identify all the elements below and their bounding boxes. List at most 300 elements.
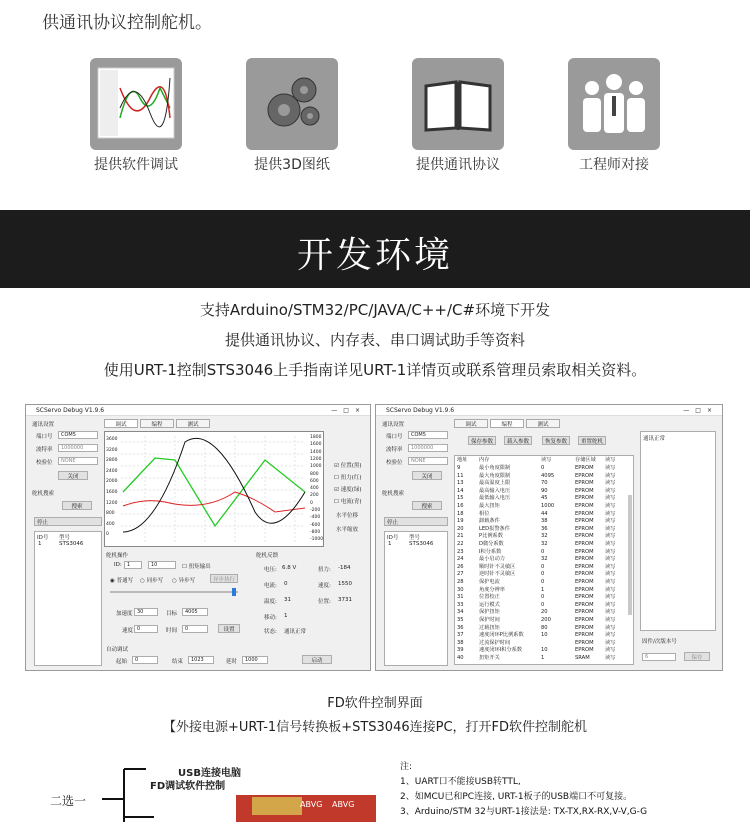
book-tile [412, 58, 504, 150]
memory-cell: 20 [457, 525, 464, 532]
pin-label-a: ABVG [300, 800, 323, 809]
pos-label: 位置: [318, 599, 331, 605]
memory-cell: 过载扭矩 [479, 624, 500, 631]
memory-table-row[interactable] [455, 549, 631, 555]
model-col-header: 型号 [409, 535, 421, 541]
gears-tile [246, 58, 338, 150]
position-slider-thumb[interactable] [232, 588, 236, 596]
memory-cell: 过流保护时间 [479, 639, 511, 646]
plot-y-tick-left: 2400 [106, 468, 118, 474]
check-label: 校验位 [36, 460, 53, 466]
servo-plot [104, 431, 324, 547]
window-title-bar [26, 405, 370, 416]
plot-y-tick-right: 1600 [310, 442, 322, 448]
memory-cell: 33 [457, 601, 464, 608]
memory-cell: 38 [541, 518, 548, 525]
speed-label: 速度 [122, 628, 134, 634]
pos-value: 3731 [338, 597, 352, 603]
id-label: ID: [114, 562, 122, 568]
plot-y-tick-right: 600 [310, 478, 319, 484]
memory-cell: 1 [541, 586, 545, 593]
reset-servo-button[interactable]: 重置舵机 [578, 436, 606, 445]
memory-cell: EPROM [575, 594, 594, 601]
memory-table-row[interactable] [455, 587, 631, 593]
caption-description: 【外接电源+URT-1信号转换板+STS3046连接PC，打开FD软件控制舵机 [162, 720, 588, 735]
memory-cell: 读写 [605, 556, 616, 563]
memory-table-row[interactable] [455, 503, 631, 509]
plot-y-tick-right: 800 [310, 471, 319, 477]
memory-cell: 10 [541, 632, 548, 639]
plot-y-tick-left: 0 [106, 532, 109, 538]
delay-label: 延时 [226, 659, 238, 665]
memory-table-row[interactable] [455, 571, 631, 577]
memory-cell: 44 [541, 510, 548, 517]
time-label: 时间 [166, 628, 178, 634]
torque-fb-label: 扭力: [318, 567, 331, 573]
status-label: 状态: [264, 629, 277, 635]
baud-select[interactable]: 1000000 [58, 444, 98, 452]
memory-table-row[interactable] [455, 541, 631, 547]
time-input[interactable]: 0 [182, 625, 208, 633]
start-label: 起始 [116, 659, 128, 665]
memory-cell: 0 [541, 465, 545, 471]
gears-icon [246, 58, 338, 150]
restore-params-button[interactable]: 恢复参数 [542, 436, 570, 445]
plot-y-tick-left: 3200 [106, 447, 118, 453]
memory-table-row[interactable] [455, 594, 631, 600]
servo-row-model[interactable]: STS3046 [59, 541, 84, 547]
memory-cell: 读写 [605, 510, 616, 517]
notes-block [400, 760, 647, 820]
memory-cell: EPROM [575, 624, 594, 631]
target-input[interactable]: 4005 [182, 608, 208, 616]
port-select[interactable]: COM5 [408, 431, 448, 439]
comm-settings-label: 通讯设置 [32, 422, 55, 428]
firmware-label: 固件/次版本号 [642, 639, 677, 645]
plot-y-tick-left: 400 [106, 521, 115, 527]
memory-cell: 速度闭环P比例系数 [479, 632, 524, 639]
close-port-button[interactable]: 关闭 [58, 471, 88, 480]
memory-cell: 16 [457, 503, 464, 509]
memory-cell: EPROM [575, 556, 594, 563]
memory-cell: 90 [541, 487, 548, 494]
move-label: 移动: [264, 615, 277, 621]
search-group-label: 舵机搜索 [382, 491, 405, 497]
pin-label-b: ABVG [332, 800, 355, 809]
mode-sync-label: 同步写 [146, 578, 164, 584]
memory-cell: 13 [457, 480, 464, 487]
close-port-button[interactable]: 关闭 [412, 471, 442, 480]
servo-row-id[interactable]: 1 [388, 541, 392, 547]
memory-cell: 保护时间 [479, 617, 500, 623]
memory-cell: 20 [541, 609, 548, 616]
plot-y-tick-left: 2000 [106, 479, 118, 485]
feature-label-software: 提供软件调试 [94, 157, 178, 173]
id-from-input[interactable]: 1 [124, 561, 142, 569]
memory-cell: 卸载条件 [479, 518, 500, 525]
book-icon [412, 58, 504, 150]
memory-cell: 最小角度限制 [479, 465, 511, 471]
servo-row-model[interactable]: STS3046 [409, 541, 434, 547]
horiz-move-label[interactable]: 水平位移 [336, 513, 359, 519]
memory-cell: EPROM [575, 617, 594, 623]
memory-cell: 最高输入电压 [479, 487, 511, 494]
memory-table-row[interactable] [455, 518, 631, 524]
plot-y-tick-right: -200 [310, 508, 321, 513]
memory-cell: 最大角度限制 [479, 472, 511, 479]
window-controls[interactable]: —□× [683, 407, 718, 414]
memory-table-row[interactable] [455, 579, 631, 585]
stop-button[interactable]: 停止 [34, 517, 102, 526]
memory-cell: 读写 [605, 503, 616, 509]
memory-cell: 读写 [605, 518, 616, 525]
plot-y-tick-left: 800 [106, 511, 115, 517]
memory-header-cell: 内存 [479, 457, 490, 463]
memory-cell: 15 [457, 495, 464, 502]
memory-table-row[interactable] [455, 647, 631, 653]
search-button[interactable]: 搜索 [412, 501, 442, 510]
target-label: 目标 [166, 611, 178, 617]
memory-cell: 位置校正 [479, 594, 500, 601]
memory-cell: P比例系数 [479, 533, 503, 540]
memory-cell: EPROM [575, 510, 594, 517]
memory-cell: 运行模式 [479, 601, 500, 608]
memory-cell: EPROM [575, 609, 594, 616]
memory-cell: 0 [541, 579, 545, 585]
search-button[interactable]: 搜索 [62, 501, 92, 510]
current-label: 电流: [264, 583, 277, 589]
memory-table-row[interactable] [455, 602, 631, 608]
memory-cell: I积分系数 [479, 548, 502, 555]
notes-heading: 注: [400, 762, 413, 772]
accel-input[interactable]: 30 [134, 608, 158, 616]
memory-cell: 14 [457, 487, 464, 494]
legend-speed-label: 速度(绿) [340, 487, 362, 493]
memory-cell: 24 [457, 556, 464, 563]
memory-cell: 读写 [605, 563, 616, 570]
memory-cell: 相位 [479, 510, 490, 517]
move-value: 1 [284, 613, 288, 619]
servo-op-label: 舵机操作 [106, 553, 129, 559]
paragraph-1: 支持Arduino/STM32/PC/JAVA/C++/C#环境下开发 [199, 301, 551, 319]
memory-cell: 读写 [605, 533, 616, 540]
servo-list[interactable] [34, 531, 102, 666]
memory-cell: 最大扭矩 [479, 503, 500, 509]
start-input[interactable]: 0 [132, 656, 158, 664]
memory-table-row[interactable] [455, 617, 631, 623]
note-1: 1、UART口不能接USB转TTL, [400, 777, 521, 787]
memory-cell: 读写 [605, 609, 616, 616]
memory-cell: 0 [541, 601, 545, 608]
memory-cell: 37 [457, 632, 464, 639]
memory-cell: EPROM [575, 533, 594, 540]
memory-cell: 读写 [605, 586, 616, 593]
memory-cell: 读写 [605, 647, 616, 654]
memory-cell: 200 [541, 617, 551, 623]
plot-y-tick-right: 1400 [310, 449, 322, 455]
memory-cell: 21 [457, 533, 464, 540]
memory-cell: 40 [457, 655, 464, 661]
memory-cell: 26 [457, 563, 464, 570]
note-2: 2、如MCU已和PC连接, URT-1板子的USB端口不可复接。 [400, 792, 633, 802]
auto-debug-label: 自动调试 [106, 647, 129, 653]
memory-cell: 0 [541, 594, 545, 601]
memory-cell: 保护电流 [479, 579, 500, 585]
temp-label: 温度: [264, 599, 277, 605]
status-value: 通讯正常 [284, 629, 307, 635]
memory-cell: 10 [541, 647, 548, 654]
feature-label-3d: 提供3D图纸 [254, 157, 330, 173]
memory-cell: EPROM [575, 472, 594, 479]
memory-table-row[interactable] [455, 480, 631, 486]
memory-cell: EPROM [575, 518, 594, 525]
memory-cell: 最小启动力 [479, 556, 505, 563]
firmware-value: 6 [642, 653, 676, 661]
memory-cell: 读写 [605, 541, 616, 547]
memory-cell: EPROM [575, 525, 594, 532]
memory-cell: 27 [457, 571, 464, 578]
fd-debug-label: FD调试软件控制 [150, 781, 226, 792]
debug-window-2 [375, 404, 723, 671]
comm-status-box [640, 431, 716, 631]
note-3: 3、Arduino/STM 32与URT-1接法是: TX-TX,RX-RX,V-V,G-G [400, 807, 648, 817]
memory-cell: 读写 [605, 579, 616, 585]
memory-table-row[interactable] [455, 495, 631, 501]
memory-cell: 1 [541, 655, 545, 661]
feedback-label: 舵机反馈 [256, 553, 279, 559]
debug-window-1 [25, 404, 371, 671]
model-col-header: 型号 [59, 535, 71, 541]
set-button[interactable]: 设置 [218, 624, 240, 633]
plot-y-tick-right: -600 [310, 522, 321, 528]
legend-current[interactable]: ☐ 电流(青) [334, 499, 362, 505]
tab-program[interactable]: 编程 [140, 419, 174, 428]
memory-header-cell: 读写 [605, 457, 616, 463]
memory-cell: EPROM [575, 503, 594, 509]
memory-table-row[interactable] [455, 556, 631, 562]
plot-y-tick-left: 1600 [106, 490, 118, 495]
legend-current-label: 电流(青) [340, 499, 362, 505]
voltage-value: 6.8 V [282, 565, 297, 571]
window-title-bar [376, 405, 722, 416]
id-col-header: ID号 [387, 535, 399, 541]
id-to-input[interactable]: 10 [148, 561, 176, 569]
memory-cell: 角度分辨率 [479, 586, 505, 593]
stop-button[interactable]: 停止 [384, 517, 448, 526]
memory-cell: 80 [541, 624, 548, 631]
end-input[interactable]: 1023 [188, 656, 214, 664]
memory-table-row[interactable] [455, 632, 631, 638]
comm-status-text: 通讯正常 [643, 436, 666, 442]
memory-cell: D微分系数 [479, 541, 504, 547]
memory-table-row[interactable] [455, 511, 631, 517]
velocity-value: 1550 [338, 581, 352, 587]
memory-cell: 36 [541, 525, 548, 532]
torque-out-label: 扭矩输出 [188, 564, 211, 570]
memory-cell: 读写 [605, 655, 616, 661]
launch-button[interactable]: 启动 [302, 655, 332, 664]
memory-cell: 39 [457, 647, 464, 654]
voltage-label: 电压: [264, 567, 277, 573]
async-exec-button[interactable]: 异步执行 [210, 574, 238, 583]
tab-program[interactable]: 编程 [490, 419, 524, 428]
memory-cell: 22 [457, 541, 464, 547]
firmware-save-button[interactable]: 保存 [684, 652, 710, 661]
servo-row-id[interactable]: 1 [38, 541, 42, 547]
legend-speed[interactable]: ☑ 速度(绿) [334, 487, 362, 493]
memory-cell: 读写 [605, 632, 616, 639]
plot-y-tick-right: -1000 [310, 537, 324, 543]
memory-cell: 32 [541, 541, 548, 547]
memory-table-row[interactable] [455, 625, 631, 631]
plot-y-tick-right: -400 [310, 515, 321, 521]
window-title: SCServo Debug V1.9.6 [36, 407, 105, 414]
tab-test[interactable]: 测试 [526, 419, 560, 428]
memory-cell: EPROM [575, 548, 594, 555]
memory-table-row[interactable] [455, 473, 631, 479]
memory-cell: 最高温度上限 [479, 480, 511, 487]
usb-connect-label: USB连接电脑 [178, 768, 241, 779]
memory-cell: EPROM [575, 586, 594, 593]
memory-cell: 读写 [605, 548, 616, 555]
check-select[interactable]: NONE [58, 457, 98, 465]
memory-cell: 最低输入电压 [479, 495, 511, 502]
speed-input[interactable]: 0 [134, 625, 158, 633]
software-chart-icon [90, 58, 182, 150]
end-label: 结束 [172, 659, 184, 665]
baud-label: 波特率 [386, 447, 403, 453]
memory-cell: 32 [541, 533, 548, 540]
plot-y-tick-right: 0 [310, 500, 313, 506]
memory-header-cell: 存储区域 [575, 457, 596, 463]
check-select[interactable]: NONE [408, 457, 448, 465]
memory-cell: 11 [457, 472, 464, 479]
plot-y-tick-left: 1200 [106, 500, 118, 506]
engineers-icon [568, 58, 660, 150]
choice-label: 二选一 [50, 794, 87, 808]
memory-cell: 读写 [605, 525, 616, 532]
comm-settings-label: 通讯设置 [382, 422, 405, 428]
servo-list[interactable] [384, 531, 448, 666]
memory-cell: EPROM [575, 465, 594, 471]
memory-cell: EPROM [575, 563, 594, 570]
memory-cell: 31 [457, 594, 464, 601]
memory-table[interactable] [454, 455, 634, 665]
memory-table-row[interactable] [455, 526, 631, 532]
plot-y-tick-right: 1000 [310, 464, 322, 470]
window-controls[interactable]: —□× [331, 407, 366, 414]
memory-cell: 30 [457, 586, 464, 593]
accel-label: 加速度 [116, 611, 133, 617]
window-title: SCServo Debug V1.9.6 [386, 407, 455, 414]
memory-cell: 28 [457, 579, 464, 585]
memory-cell: 读写 [605, 571, 616, 578]
memory-cell: 读写 [605, 487, 616, 494]
tab-debug[interactable]: 调试 [454, 419, 488, 428]
legend-position[interactable]: ☑ 位置(黑) [334, 463, 362, 469]
memory-table-row[interactable] [455, 609, 631, 615]
mode-normal-radio[interactable]: ◉ 普通写 [110, 578, 134, 584]
feature-label-protocol: 提供通讯协议 [416, 157, 500, 173]
memory-cell: 9 [457, 465, 461, 471]
port-select[interactable]: COM5 [58, 431, 98, 439]
memory-cell: 读写 [605, 495, 616, 502]
mode-async-radio[interactable]: ○ 异步写 [172, 578, 196, 584]
tab-test[interactable]: 测试 [176, 419, 210, 428]
memory-table-row[interactable] [455, 488, 631, 494]
memory-table-row[interactable] [455, 655, 631, 661]
id-col-header: ID号 [37, 535, 49, 541]
table-scrollbar[interactable] [628, 495, 632, 615]
mode-sync-radio[interactable]: ○ 同步写 [140, 578, 164, 584]
memory-cell: 读写 [605, 601, 616, 608]
velocity-label: 速度: [318, 583, 331, 589]
memory-cell: LED报警条件 [479, 525, 510, 532]
paragraph-2: 提供通讯协议、内存表、串口调试助手等资料 [224, 331, 525, 349]
legend-position-label: 位置(黑) [340, 463, 362, 469]
port-label: 端口号 [36, 434, 53, 440]
memory-cell: 顺时针不灵敏区 [479, 563, 516, 570]
memory-cell: 35 [457, 617, 464, 623]
memory-cell: EPROM [575, 579, 594, 585]
memory-cell: 读写 [605, 624, 616, 631]
legend-torque[interactable]: ☐ 扭力(红) [334, 475, 362, 481]
feature-label-engineers: 工程师对接 [579, 157, 649, 173]
memory-cell: EPROM [575, 632, 594, 639]
memory-cell: 32 [541, 556, 548, 563]
memory-header-cell: 读写 [541, 457, 552, 463]
save-params-button[interactable]: 保存参数 [468, 436, 496, 445]
memory-table-row[interactable] [455, 640, 631, 646]
torque-out-check[interactable]: ☐ 扭矩输出 [182, 564, 211, 570]
horiz-zoom-label[interactable]: 水平缩放 [336, 527, 359, 533]
load-params-button[interactable]: 载入参数 [504, 436, 532, 445]
intro-cropped-line [42, 0, 212, 6]
memory-cell: 45 [541, 495, 548, 502]
memory-cell: 读写 [605, 639, 616, 646]
plot-svg [105, 432, 323, 546]
tab-debug[interactable]: 调试 [104, 419, 138, 428]
memory-cell: 保护扭矩 [479, 609, 500, 616]
memory-cell: 读写 [605, 594, 616, 601]
memory-cell: 4095 [541, 472, 555, 479]
position-slider[interactable] [110, 591, 238, 593]
memory-cell: 70 [541, 480, 548, 487]
current-value: 0 [284, 581, 288, 587]
memory-cell: 速度闭环I积分系数 [479, 647, 523, 654]
memory-table-row[interactable] [455, 564, 631, 570]
memory-table-row[interactable] [455, 533, 631, 539]
mode-normal-label: 普通写 [116, 578, 134, 584]
intro-line: 供通讯协议控制舵机。 [42, 13, 212, 33]
delay-input[interactable]: 1000 [242, 656, 268, 664]
legend-torque-label: 扭力(红) [340, 475, 362, 481]
paragraph-3: 使用URT-1控制STS3046上手指南详见URT-1详情页或联系管理员索取相关资料。 [103, 361, 647, 379]
memory-table-row[interactable] [455, 465, 631, 471]
memory-cell: 0 [541, 571, 545, 578]
memory-cell: 读写 [605, 472, 616, 479]
baud-label: 波特率 [36, 447, 53, 453]
plot-y-tick-left: 2800 [106, 458, 118, 464]
memory-cell: 38 [457, 639, 464, 646]
memory-cell: 读写 [605, 465, 616, 471]
baud-select[interactable]: 1000000 [408, 444, 448, 452]
memory-cell: 读写 [605, 617, 616, 623]
memory-cell: 逆时针不灵敏区 [479, 571, 516, 578]
memory-cell: EPROM [575, 541, 594, 547]
memory-cell: 18 [457, 510, 464, 517]
memory-cell: EPROM [575, 571, 594, 578]
